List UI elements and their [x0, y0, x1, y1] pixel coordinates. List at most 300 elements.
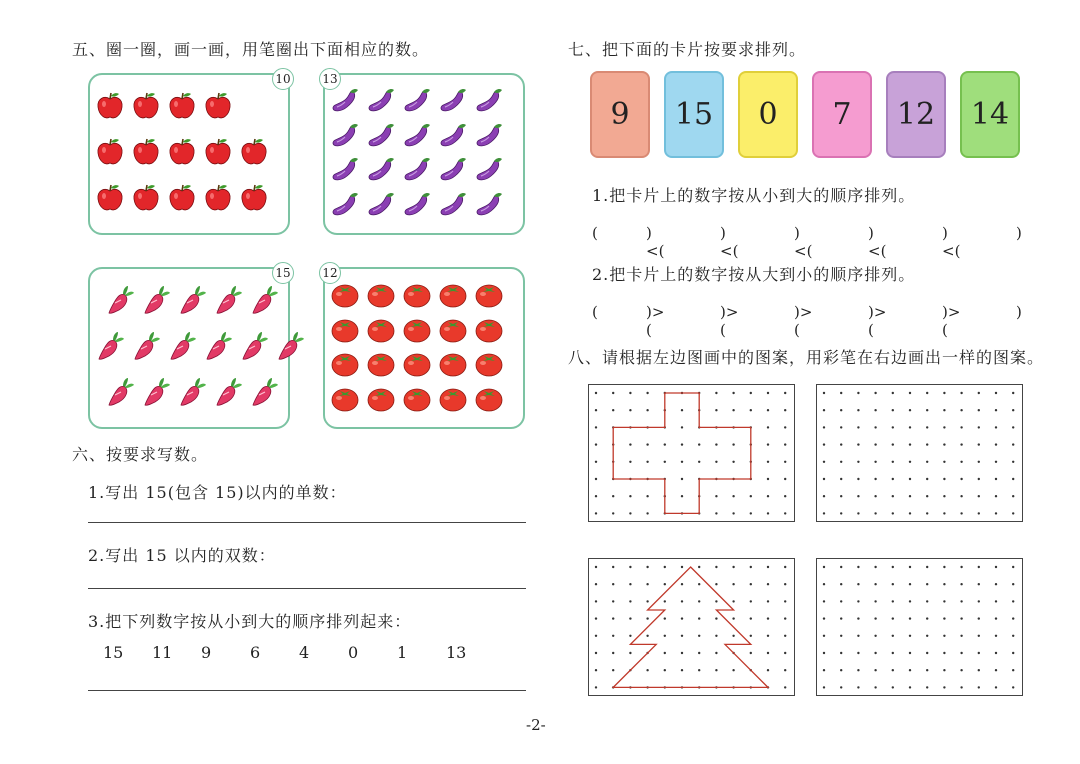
page-number: -2-	[526, 716, 546, 734]
grid-dot	[978, 669, 980, 671]
grid-dot	[595, 409, 597, 411]
grid-dot	[1012, 512, 1014, 514]
grid-dot	[767, 617, 769, 619]
grid-dot	[1012, 600, 1014, 602]
tomato-icon	[473, 382, 505, 414]
grid-dot	[698, 583, 700, 585]
tomato-item	[365, 347, 397, 383]
grid-dot	[823, 392, 825, 394]
comparison-symbol: )>(	[794, 303, 813, 339]
eggplant-icon	[401, 153, 433, 185]
grid-dot	[943, 461, 945, 463]
grid-dot	[612, 635, 614, 637]
grid-dot	[978, 512, 980, 514]
tomato-icon	[473, 278, 505, 310]
odd-numbers-answer-line[interactable]	[88, 522, 526, 523]
radish-icon	[94, 330, 126, 362]
grid-dot	[857, 635, 859, 637]
eggplant-icon	[365, 84, 397, 116]
tomato-item	[329, 382, 361, 418]
grid-dot	[995, 443, 997, 445]
tomato-icon	[365, 382, 397, 414]
grid-dot	[823, 495, 825, 497]
grid-dot	[960, 686, 962, 688]
grid-dot	[612, 669, 614, 671]
grid-dot	[926, 495, 928, 497]
grid-dot	[823, 426, 825, 428]
grid-dot	[995, 686, 997, 688]
grid-dot	[629, 512, 631, 514]
grid-dot	[995, 617, 997, 619]
grid-dot	[1012, 392, 1014, 394]
grid-dot	[681, 426, 683, 428]
grid-dot	[892, 392, 894, 394]
grid-dot	[681, 617, 683, 619]
comparison-symbol: )<(	[942, 224, 961, 260]
grid-dot	[978, 617, 980, 619]
grid-dot	[784, 443, 786, 445]
number-card[interactable]: 15	[664, 71, 724, 158]
tomato-item	[437, 278, 469, 314]
grid-dot	[698, 443, 700, 445]
grid-dot	[664, 600, 666, 602]
grid-dot	[978, 600, 980, 602]
comparison-symbol: )>(	[720, 303, 739, 339]
grid-dot	[857, 512, 859, 514]
grid-dot	[750, 512, 752, 514]
radish-icon	[248, 376, 280, 408]
grid-dot	[840, 443, 842, 445]
grid-dot	[595, 426, 597, 428]
grid-dot	[909, 617, 911, 619]
grid-dot	[823, 409, 825, 411]
tomato-icon	[401, 278, 433, 310]
grid-dot	[767, 426, 769, 428]
apple-item	[166, 182, 198, 218]
apple-item	[202, 136, 234, 172]
grid-dot	[732, 461, 734, 463]
grid-dot	[612, 583, 614, 585]
grid-dot	[909, 669, 911, 671]
grid-dot	[715, 635, 717, 637]
grid-dot	[840, 583, 842, 585]
grid-dot	[698, 600, 700, 602]
grid-dot	[750, 495, 752, 497]
grid-dot	[681, 478, 683, 480]
grid-dot	[995, 478, 997, 480]
grid-dot	[664, 461, 666, 463]
grid-dot	[960, 652, 962, 654]
grid-dot	[840, 495, 842, 497]
radish-item	[94, 330, 126, 366]
grid-dot	[978, 652, 980, 654]
tomato-item	[401, 313, 433, 349]
eggplant-item	[401, 84, 433, 120]
apple-item	[166, 136, 198, 172]
grid-dot	[629, 566, 631, 568]
grid-dot	[926, 392, 928, 394]
tomato-item	[329, 347, 361, 383]
grid-dot	[681, 566, 683, 568]
grid-dot	[943, 478, 945, 480]
grid-dot	[595, 617, 597, 619]
grid-dot	[978, 392, 980, 394]
apple-icon	[94, 136, 126, 168]
grid-dot	[943, 686, 945, 688]
grid-dot	[960, 443, 962, 445]
grid-dot	[995, 583, 997, 585]
grid-dot	[926, 600, 928, 602]
eggplant-item	[437, 119, 469, 155]
radish-icon	[140, 376, 172, 408]
grid-dot	[943, 583, 945, 585]
grid-dot	[1012, 583, 1014, 585]
grid-dot	[995, 635, 997, 637]
grid-dot	[823, 583, 825, 585]
grid-dot	[767, 566, 769, 568]
tomato-icon	[437, 313, 469, 345]
grid-dot	[1012, 617, 1014, 619]
grid-dot	[960, 478, 962, 480]
radish-icon	[104, 284, 136, 316]
number-card[interactable]: 9	[590, 71, 650, 158]
grid-dot	[892, 669, 894, 671]
grid-dot	[840, 669, 842, 671]
grid-dot	[1012, 443, 1014, 445]
apple-item	[202, 182, 234, 218]
grid-dot	[646, 495, 648, 497]
grid-dot	[1012, 461, 1014, 463]
grid-dot	[767, 443, 769, 445]
write-odd-numbers-question: 1.写出 15(包含 15)以内的单数：	[88, 483, 347, 502]
grid-dot	[664, 652, 666, 654]
eggplant-icon	[401, 188, 433, 220]
tomato-icon	[473, 313, 505, 345]
tomato-item	[473, 313, 505, 349]
apple-icon	[130, 136, 162, 168]
grid-dot	[874, 669, 876, 671]
grid-dot	[698, 669, 700, 671]
eggplant-icon	[473, 153, 505, 185]
number-to-sort: 1	[397, 643, 408, 662]
grid-dot	[909, 600, 911, 602]
grid-dot	[732, 495, 734, 497]
grid-dot	[909, 583, 911, 585]
tomato-icon	[365, 278, 397, 310]
radish-item	[130, 330, 162, 366]
grid-dot	[840, 461, 842, 463]
eggplant-item	[473, 119, 505, 155]
blank-dot-grid-1[interactable]	[816, 384, 1023, 522]
eggplant-icon	[437, 188, 469, 220]
grid-dot	[646, 600, 648, 602]
grid-dot	[943, 617, 945, 619]
comparison-symbol: )>(	[942, 303, 961, 339]
grid-dot	[926, 652, 928, 654]
eggplant-item	[473, 84, 505, 120]
tomato-icon	[437, 347, 469, 379]
grid-dot	[1012, 686, 1014, 688]
grid-dot	[698, 635, 700, 637]
grid-dot	[857, 583, 859, 585]
grid-dot	[664, 617, 666, 619]
number-card[interactable]: 14	[960, 71, 1020, 158]
grid-dot	[874, 409, 876, 411]
grid-dot	[681, 461, 683, 463]
radish-item	[248, 284, 280, 320]
grid-dot	[840, 392, 842, 394]
tomato-item	[473, 347, 505, 383]
grid-dot	[767, 392, 769, 394]
radish-item	[202, 330, 234, 366]
radish-item	[212, 284, 244, 320]
eggplant-count-badge: 13	[319, 68, 341, 90]
grid-dot	[664, 635, 666, 637]
grid-dot	[1012, 426, 1014, 428]
grid-dot	[681, 652, 683, 654]
eggplant-item	[437, 84, 469, 120]
tomato-item	[329, 278, 361, 314]
radish-item	[140, 376, 172, 412]
grid-dot	[978, 686, 980, 688]
grid-dot	[960, 617, 962, 619]
section5-title: 五、圈一圈，画一画，用笔圈出下面相应的数。	[72, 40, 430, 59]
grid-dot	[823, 566, 825, 568]
grid-dot	[926, 669, 928, 671]
grid-dot	[892, 600, 894, 602]
grid-dot	[909, 635, 911, 637]
grid-dot	[909, 443, 911, 445]
grid-dot	[978, 583, 980, 585]
tomato-item	[329, 313, 361, 349]
eggplant-item	[401, 188, 433, 224]
number-card[interactable]: 12	[886, 71, 946, 158]
grid-dot	[995, 600, 997, 602]
grid-dot	[784, 583, 786, 585]
apple-icon	[94, 90, 126, 122]
grid-dot	[646, 409, 648, 411]
sort-answer-line[interactable]	[88, 690, 526, 691]
number-to-sort: 9	[201, 643, 212, 662]
tomato-item	[401, 347, 433, 383]
number-to-sort: 13	[446, 643, 467, 662]
grid-dot	[978, 409, 980, 411]
grid-dot	[823, 617, 825, 619]
grid-dot	[909, 686, 911, 688]
grid-dot	[784, 426, 786, 428]
apple-icon	[238, 182, 270, 214]
grid-dot	[960, 566, 962, 568]
eggplant-icon	[473, 188, 505, 220]
grid-dot	[1012, 495, 1014, 497]
grid-dot	[857, 600, 859, 602]
grid-dot	[926, 409, 928, 411]
blank-dot-grid-2[interactable]	[816, 558, 1023, 696]
radish-item	[176, 376, 208, 412]
radish-icon	[238, 330, 270, 362]
grid-dot	[767, 669, 769, 671]
tomato-icon	[437, 278, 469, 310]
eggplant-icon	[329, 153, 361, 185]
tomato-item	[365, 382, 397, 418]
grid-dot	[995, 409, 997, 411]
grid-dot	[892, 443, 894, 445]
radish-item	[140, 284, 172, 320]
grid-dot	[750, 392, 752, 394]
grid-dot	[595, 600, 597, 602]
radish-icon	[212, 376, 244, 408]
tomato-item	[473, 382, 505, 418]
eggplant-item	[365, 153, 397, 189]
grid-dot	[681, 583, 683, 585]
eggplant-icon	[401, 119, 433, 151]
grid-dot	[978, 635, 980, 637]
grid-dot	[909, 512, 911, 514]
grid-dot	[629, 409, 631, 411]
grid-dot	[646, 617, 648, 619]
apple-icon	[130, 90, 162, 122]
grid-dot	[629, 461, 631, 463]
grid-dot	[698, 652, 700, 654]
comparison-symbol: )<(	[646, 224, 665, 260]
grid-dot	[840, 600, 842, 602]
grid-dot	[784, 495, 786, 497]
eggplant-item	[473, 188, 505, 224]
grid-dot	[595, 635, 597, 637]
grid-dot	[1012, 652, 1014, 654]
grid-dot	[698, 617, 700, 619]
radish-item	[104, 376, 136, 412]
grid-dot	[943, 652, 945, 654]
comparison-symbol: )	[1016, 224, 1022, 242]
grid-dot	[874, 617, 876, 619]
grid-dot	[892, 478, 894, 480]
tomato-icon	[401, 382, 433, 414]
tomato-item	[365, 313, 397, 349]
grid-dot	[595, 443, 597, 445]
apple-item	[94, 90, 126, 126]
grid-dot	[874, 392, 876, 394]
grid-dot	[750, 583, 752, 585]
tomato-icon	[329, 278, 361, 310]
grid-dot	[943, 495, 945, 497]
grid-dot	[784, 669, 786, 671]
grid-dot	[823, 478, 825, 480]
grid-dot	[732, 392, 734, 394]
grid-dot	[978, 495, 980, 497]
number-card[interactable]: 0	[738, 71, 798, 158]
comparison-symbol: )>(	[646, 303, 665, 339]
grid-dot	[681, 495, 683, 497]
grid-dot	[715, 617, 717, 619]
eggplant-item	[365, 188, 397, 224]
tree-pattern-grid	[588, 558, 795, 696]
write-even-numbers-question: 2.写出 15 以内的双数：	[88, 546, 276, 565]
grid-dot	[840, 426, 842, 428]
grid-dot	[978, 566, 980, 568]
grid-dot	[715, 669, 717, 671]
grid-dot	[732, 583, 734, 585]
grid-dot	[629, 583, 631, 585]
radish-icon	[274, 330, 306, 362]
grid-dot	[960, 635, 962, 637]
grid-dot	[732, 443, 734, 445]
grid-dot	[960, 392, 962, 394]
apple-icon	[130, 182, 162, 214]
grid-dot	[1012, 635, 1014, 637]
grid-dot	[715, 495, 717, 497]
grid-dot	[715, 600, 717, 602]
grid-dot	[823, 600, 825, 602]
grid-dot	[892, 495, 894, 497]
grid-dot	[857, 617, 859, 619]
grid-dot	[892, 652, 894, 654]
grid-dot	[909, 409, 911, 411]
comparison-symbol: )<(	[868, 224, 887, 260]
grid-dot	[857, 686, 859, 688]
grid-dot	[732, 512, 734, 514]
grid-dot	[943, 669, 945, 671]
grid-dot	[857, 426, 859, 428]
grid-dot	[732, 409, 734, 411]
eggplant-icon	[401, 84, 433, 116]
grid-dot	[840, 635, 842, 637]
grid-dot	[629, 443, 631, 445]
grid-dot	[960, 426, 962, 428]
grid-dot	[926, 635, 928, 637]
grid-dot	[629, 392, 631, 394]
grid-dot	[857, 495, 859, 497]
grid-dot	[960, 495, 962, 497]
section7-title: 七、把下面的卡片按要求排列。	[568, 40, 807, 59]
grid-dot	[823, 686, 825, 688]
section6-title: 六、按要求写数。	[72, 445, 209, 464]
grid-dot	[1012, 478, 1014, 480]
tomato-icon	[401, 347, 433, 379]
tomato-icon	[365, 313, 397, 345]
grid-dot	[612, 512, 614, 514]
apple-icon	[202, 90, 234, 122]
radish-icon	[166, 330, 198, 362]
eggplant-item	[437, 153, 469, 189]
grid-dot	[646, 583, 648, 585]
grid-dot	[874, 478, 876, 480]
grid-dot	[943, 443, 945, 445]
grid-dot	[750, 409, 752, 411]
grid-dot	[909, 495, 911, 497]
grid-dot	[595, 566, 597, 568]
grid-dot	[926, 443, 928, 445]
grid-dot	[715, 566, 717, 568]
even-numbers-answer-line[interactable]	[88, 588, 526, 589]
grid-dot	[823, 635, 825, 637]
apple-icon	[238, 136, 270, 168]
grid-dot	[874, 512, 876, 514]
grid-dot	[874, 600, 876, 602]
grid-dot	[995, 566, 997, 568]
tree-shape	[613, 567, 768, 687]
eggplant-item	[329, 119, 361, 155]
grid-dot	[595, 392, 597, 394]
number-card[interactable]: 7	[812, 71, 872, 158]
grid-dot	[646, 566, 648, 568]
grid-dot	[995, 461, 997, 463]
grid-dot	[995, 392, 997, 394]
grid-dot	[840, 566, 842, 568]
grid-dot	[909, 426, 911, 428]
grid-dot	[960, 600, 962, 602]
grid-dot	[750, 652, 752, 654]
